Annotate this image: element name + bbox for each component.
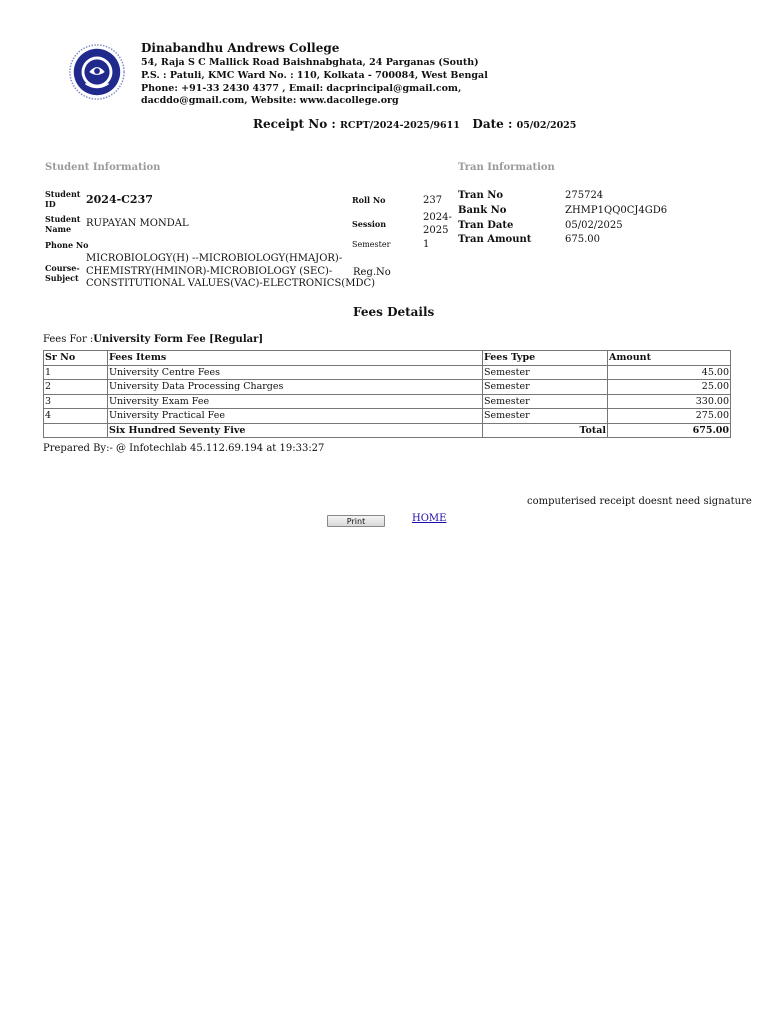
roll-no: 237	[423, 195, 443, 206]
signature-note: computerised receipt doesnt need signature	[527, 496, 752, 507]
row-amount: 275.00	[608, 409, 731, 424]
student-info-heading: Student Information	[45, 162, 161, 173]
student-id: 2024-C237	[86, 193, 153, 206]
fees-for-line	[43, 334, 263, 345]
phone-label: Phone No	[45, 240, 89, 250]
receipt-line	[253, 117, 576, 131]
row-type: Semester	[483, 409, 608, 424]
address-line-1: 54, Raja S C Mallick Road Baishnabghata, 24 Parganas (South)	[141, 57, 479, 68]
receipt-no: RCPT/2024-2025/9611	[340, 120, 460, 131]
reg-no-label: Reg.No	[353, 267, 391, 278]
college-name: Dinabandhu Andrews College	[141, 41, 340, 55]
bank-no-label: Bank No	[458, 205, 507, 216]
course-subject-label	[45, 263, 80, 283]
bank-no: ZHMP1QQ0CJ4GD6	[565, 205, 668, 216]
session-line-1: 2024-	[423, 212, 452, 223]
tran-amount-label: Tran Amount	[458, 234, 532, 245]
receipt-date: 05/02/2025	[516, 120, 577, 131]
contact-line-1: Phone: +91-33 2430 4377 , Email: dacprincipal@gmail.com,	[141, 83, 462, 94]
row-type: Semester	[483, 380, 608, 395]
course-subject-value	[86, 253, 375, 291]
tran-date: 05/02/2025	[565, 220, 623, 231]
row-amount: 330.00	[608, 394, 731, 409]
col-fees-type: Fees Type	[483, 351, 608, 366]
student-id-label-line1: Student	[45, 189, 81, 199]
row-amount: 45.00	[608, 365, 731, 380]
table-header-row	[44, 351, 731, 366]
session-value	[423, 212, 452, 237]
receipt-date-label: Date :	[472, 117, 513, 131]
table-row	[44, 394, 731, 409]
row-amount: 25.00	[608, 380, 731, 395]
student-name-label	[45, 214, 80, 234]
table-row	[44, 380, 731, 395]
course-label-line2: Subject	[45, 273, 79, 283]
course-label-line1: Course-	[45, 263, 80, 273]
total-row	[44, 423, 731, 438]
total-in-words: Six Hundred Seventy Five	[108, 423, 483, 438]
semester-label: Semester	[352, 240, 391, 249]
total-blank	[44, 423, 108, 438]
college-logo-seal	[68, 43, 126, 101]
row-sr: 1	[44, 365, 108, 380]
student-name: RUPAYAN MONDAL	[86, 218, 189, 229]
student-name-label-line2: Name	[45, 224, 72, 234]
course-line-2: CHEMISTRY(HMINOR)-MICROBIOLOGY (SEC)-	[86, 265, 333, 277]
row-sr: 3	[44, 394, 108, 409]
tran-info-heading: Tran Information	[458, 162, 555, 173]
semester-value: 1	[423, 239, 430, 250]
home-link[interactable]: HOME	[412, 513, 447, 524]
total-label: Total	[483, 423, 608, 438]
receipt-no-label: Receipt No :	[253, 117, 336, 131]
prepared-by: Prepared By:- @ Infotechlab 45.112.69.194 at 19:33:27	[43, 443, 325, 454]
col-sr-no: Sr No	[44, 351, 108, 366]
course-line-3: CONSTITUTIONAL VALUES(VAC)-ELECTRONICS(MDC)	[86, 278, 376, 289]
tran-no: 275724	[565, 190, 604, 201]
row-item: University Exam Fee	[108, 394, 483, 409]
tran-date-label: Tran Date	[458, 220, 514, 231]
student-id-label	[45, 189, 80, 209]
contact-line-2: dacddo@gmail.com, Website: www.dacollege.org	[141, 95, 399, 106]
col-fees-items: Fees Items	[108, 351, 483, 366]
fees-for-value: University Form Fee [Regular]	[93, 334, 264, 345]
print-button[interactable]: Print	[327, 515, 385, 527]
row-item: University Data Processing Charges	[108, 380, 483, 395]
session-label: Session	[352, 219, 387, 229]
tran-no-label: Tran No	[458, 190, 504, 201]
col-amount: Amount	[608, 351, 731, 366]
row-sr: 2	[44, 380, 108, 395]
total-amount: 675.00	[608, 423, 731, 438]
table-row	[44, 365, 731, 380]
row-type: Semester	[483, 394, 608, 409]
fees-table	[43, 350, 731, 438]
fees-for-label: Fees For :	[43, 334, 94, 345]
row-item: University Practical Fee	[108, 409, 483, 424]
tran-amount: 675.00	[565, 234, 600, 245]
roll-no-label: Roll No	[352, 195, 386, 205]
row-sr: 4	[44, 409, 108, 424]
student-id-label-line2: ID	[45, 199, 56, 209]
table-row	[44, 409, 731, 424]
course-line-1: MICROBIOLOGY(H) --MICROBIOLOGY(HMAJOR)-	[86, 253, 343, 264]
address-line-2: P.S. : Patuli, KMC Ward No. : 110, Kolkata - 700084, West Bengal	[141, 70, 488, 81]
fees-details-title: Fees Details	[353, 305, 435, 319]
session-line-2: 2025	[423, 224, 449, 236]
student-name-label-line1: Student	[45, 214, 81, 224]
row-type: Semester	[483, 365, 608, 380]
row-item: University Centre Fees	[108, 365, 483, 380]
